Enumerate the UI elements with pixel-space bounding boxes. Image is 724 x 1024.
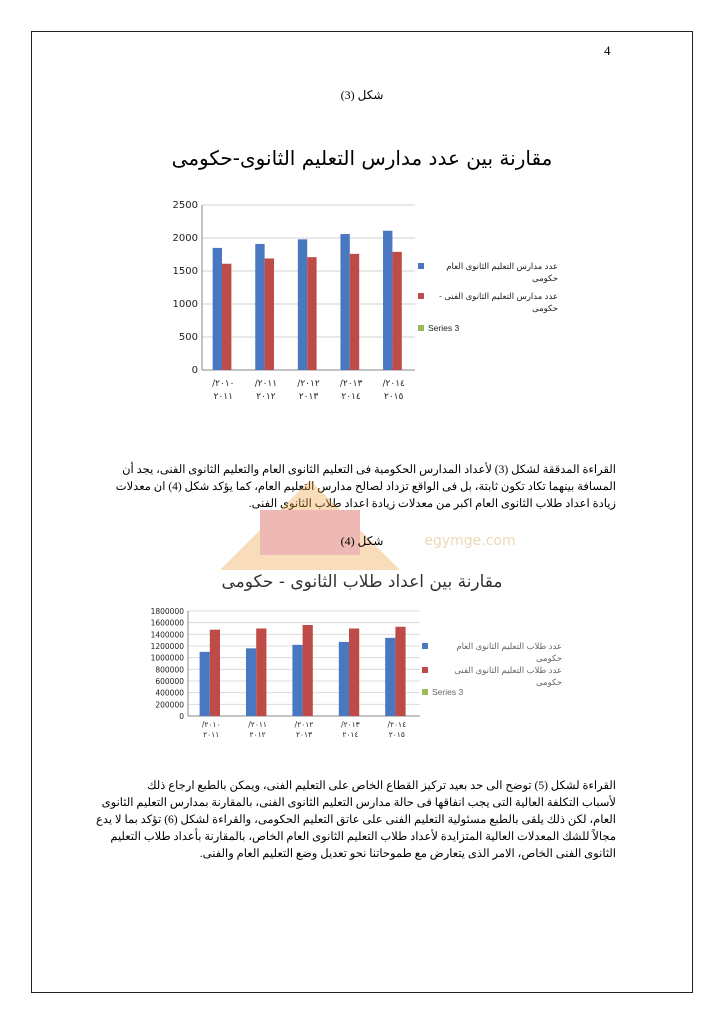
legend-swatch	[418, 293, 424, 299]
bar-2	[222, 264, 231, 370]
legend-entry	[432, 686, 562, 698]
x-tick-label: ٢٠١٥	[388, 730, 405, 739]
y-tick-label: 600000	[155, 677, 184, 686]
legend-entry	[428, 260, 558, 284]
legend-label: عدد طلاب التعليم الثانوى الفنى	[454, 665, 562, 675]
y-tick-label: 0	[179, 712, 184, 721]
legend-swatch	[418, 263, 424, 269]
bar-1	[292, 645, 302, 716]
legend-label: حكومى	[536, 677, 562, 687]
x-tick-label: ٢٠١١	[203, 730, 220, 739]
legend-label: عدد مدارس التعليم الثانوى الفنى -	[439, 291, 558, 301]
y-tick-label: 1400000	[150, 630, 184, 640]
y-tick-label: 0	[191, 365, 198, 376]
figure4-caption: شكل (4)	[340, 534, 384, 548]
figure4-chart-title: مقارنة بين اعداد طلاب الثانوى - حكومى	[221, 572, 503, 592]
x-tick-label: /٢٠١٣	[341, 720, 360, 729]
paragraph-2-line: العام، لكن ذلك يلقى بالطبع مسئولية التعليم الفنى على عاتق التعليم الحكومى، والقراءة لشكل (6) تؤكد بما لا يدع	[96, 814, 616, 826]
figure4-legend	[432, 640, 572, 700]
y-tick-label: 1000	[172, 299, 198, 310]
figure3-chart-title: مقارنة بين عدد مدارس التعليم الثانوى-حكومى	[171, 146, 553, 170]
x-tick-label: /٢٠١٤	[382, 379, 405, 389]
legend-label: حكومى	[536, 653, 562, 663]
x-tick-label: /٢٠١٢	[294, 720, 314, 729]
legend-entry	[432, 664, 562, 688]
y-tick-label: 1800000	[150, 607, 184, 616]
paragraph-1-line: القراءة المدققة لشكل (3) لأعداد المدارس الحكومية فى التعليم الثانوى العام والتعليم الثانوى الفنى، يجد أن	[122, 464, 616, 476]
legend-label: عدد طلاب التعليم الثانوى العام	[456, 641, 562, 651]
legend-swatch	[418, 325, 424, 331]
legend-label: حكومى	[532, 303, 558, 313]
figure3-legend	[428, 258, 568, 338]
x-tick-label: /٢٠١١	[254, 379, 278, 389]
bar-1	[339, 642, 349, 716]
y-tick-label: 1200000	[150, 642, 184, 651]
paragraph-2-line: الثانوى الفنى الخاص، الامر الذى يتعارض مع طموحاتنا نحو تعديل وضع التعليم العام والفنى.	[199, 848, 616, 860]
bar-2	[349, 629, 359, 717]
bar-1	[255, 244, 264, 370]
bar-1	[298, 239, 307, 370]
figure3-caption: شكل (3)	[340, 88, 384, 102]
y-tick-label: 1000000	[150, 653, 184, 663]
page-number: 4	[604, 43, 611, 58]
y-tick-label: 1500	[172, 266, 198, 277]
bar-1	[200, 652, 210, 716]
watermark-brand-text: egymge.com	[424, 533, 516, 549]
watermark-logo	[200, 470, 520, 580]
y-tick-label: 1600000	[150, 618, 184, 628]
x-tick-label: /٢٠١٠	[201, 720, 221, 729]
x-tick-label: /٢٠١٤	[387, 720, 407, 729]
x-tick-label: ٢٠١٢	[256, 392, 276, 402]
bar-1	[340, 234, 349, 370]
paragraph-2-line: القراءة لشكل (5) توضح الى حد بعيد تركيز القطاع الخاص على التعليم الفنى، ويمكن بالطبع ارجاع ذلك	[147, 780, 616, 792]
legend-entry	[428, 290, 558, 314]
x-tick-label: ٢٠١٤	[341, 392, 361, 402]
legend-entry	[428, 322, 558, 334]
legend-swatch	[422, 643, 428, 649]
paragraph-1-line: زيادة اعداد طلاب الثانوى العام اكبر من معدلات زيادة اعداد طلاب الثانوى الفنى.	[248, 498, 616, 510]
legend-label: Series 3	[428, 323, 460, 333]
y-tick-label: 500	[178, 332, 198, 343]
bar-2	[265, 258, 274, 370]
legend-swatch	[422, 667, 428, 673]
bar-1	[383, 231, 392, 370]
x-tick-label: ٢٠١٢	[249, 730, 266, 739]
x-tick-label: /٢٠١٢	[297, 379, 320, 389]
legend-entry	[432, 640, 562, 664]
bar-2	[256, 629, 266, 717]
legend-label: Series 3	[432, 687, 464, 697]
bar-1	[246, 648, 256, 716]
y-tick-label: 2500	[172, 200, 198, 211]
bar-2	[303, 625, 313, 716]
paragraph-2-line: لأسباب التكلفة العالية التى يجب انفاقها فى حالة مدارس التعليم الثانوى الفنى، بالمقارنة بمدارس التعليم الثانوى	[101, 797, 616, 809]
y-tick-label: 2000	[172, 233, 198, 244]
bar-2	[307, 257, 316, 370]
legend-label: عدد مدارس التعليم الثانوى العام	[446, 261, 558, 271]
x-tick-label: /٢٠١٠	[212, 379, 235, 389]
paragraph-2	[96, 778, 616, 863]
bar-2	[350, 254, 359, 370]
legend-swatch	[422, 689, 428, 695]
figure4-chart	[130, 606, 430, 741]
y-tick-label: 400000	[155, 688, 184, 698]
bar-1	[213, 248, 222, 370]
bar-2	[210, 630, 220, 716]
x-tick-label: /٢٠١٣	[339, 379, 363, 389]
paragraph-2-line: مجالاً للشك المعدلات العالية المتزايدة لأعداد طلاب التعليم الثانوى العام الخاص، بالمقارنة بأعداد طلاب التعليم	[110, 831, 616, 843]
figure3-chart	[160, 195, 420, 415]
bar-2	[395, 627, 405, 716]
x-tick-label: ٢٠١٣	[298, 392, 319, 402]
bar-2	[392, 252, 401, 370]
x-tick-label: ٢٠١٤	[342, 730, 359, 739]
x-tick-label: ٢٠١١	[213, 392, 233, 402]
x-tick-label: ٢٠١٣	[295, 730, 313, 739]
y-tick-label: 200000	[155, 700, 184, 710]
paragraph-1-line: المسافة بينهما تكاد تكون ثابتة، بل فى الواقع تزداد لصالح مدارس التعليم العام، كما يؤكد شكل (4) ان معدلات	[115, 481, 616, 493]
bar-1	[385, 638, 395, 716]
y-tick-label: 800000	[155, 665, 184, 675]
x-tick-label: ٢٠١٥	[384, 392, 404, 402]
legend-label: حكومى	[532, 273, 558, 283]
x-tick-label: /٢٠١١	[248, 720, 267, 729]
